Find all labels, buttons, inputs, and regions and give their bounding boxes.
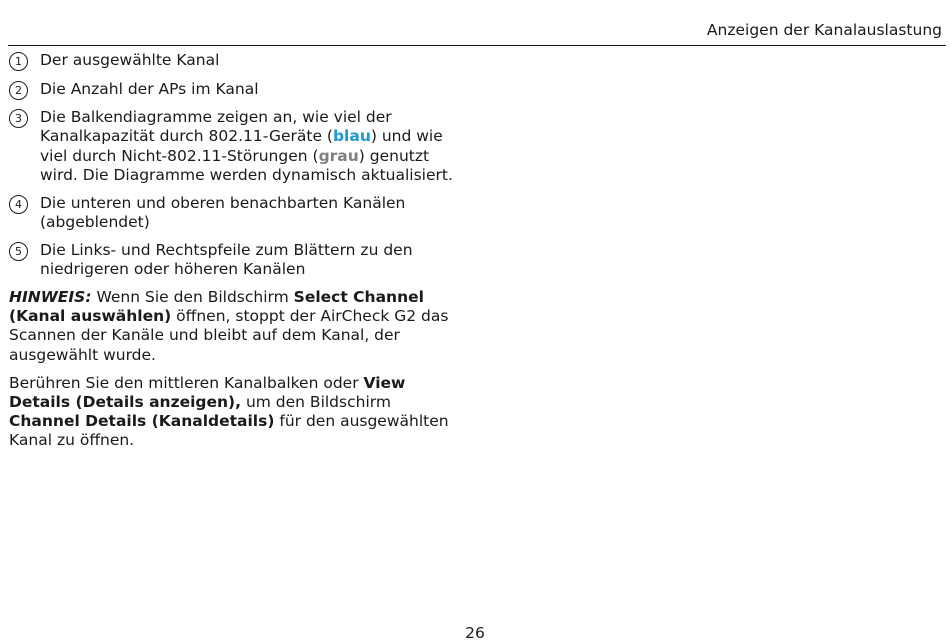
header-rule — [8, 45, 946, 46]
callout-number-3-icon: 3 — [9, 109, 28, 128]
blue-keyword: blau — [332, 127, 371, 146]
page-content — [9, 51, 469, 459]
callout-item-1 — [9, 51, 469, 71]
grey-keyword: grau — [318, 146, 359, 165]
note-paragraph — [9, 288, 459, 365]
note-text-2: öffnen, stoppt der AirCheck G2 das Scannen der Kanäle und bleibt auf dem Kanal, der ausgewählt wurde. — [9, 307, 449, 364]
callout-3-text-start: Die Balkendiagramme zeigen an, wie viel der Kanalkapazität durch 802.11-Geräte ( — [40, 108, 392, 146]
callout-item-2 — [9, 80, 469, 100]
note-bold-select-channel: Select Channel (Kanal auswählen) — [9, 287, 424, 326]
callout-3-text-end: ) genutzt wird. Die Diagramme werden dynamisch aktualisiert. — [40, 146, 453, 184]
running-header-title: Anzeigen der Kanalauslastung — [706, 21, 942, 39]
callout-text-5: Die Links- und Rechtspfeile zum Blättern zu den niedrigeren oder höheren Kanälen — [40, 240, 413, 279]
callout-3-text-middle: ) und wie viel durch Nicht-802.11-Störungen ( — [40, 127, 443, 165]
callout-text-1: Der ausgewählte Kanal — [40, 51, 220, 69]
instruction-bold-view-details: View Details (Details anzeigen), — [9, 373, 406, 411]
instruction-text-3: für den ausgewählten Kanal zu öffnen. — [9, 412, 449, 450]
callout-text-2: Die Anzahl der APs im Kanal — [40, 79, 259, 98]
page-number: 26 — [465, 624, 485, 642]
callout-item-4 — [9, 194, 469, 233]
callout-text-4: Die unteren und oberen benachbarten Kanälen (abgeblendet) — [40, 193, 406, 231]
instruction-paragraph — [9, 374, 459, 451]
instruction-text-1: Berühren Sie den mittleren Kanalbalken oder — [9, 373, 364, 392]
callout-number-2-icon: 2 — [9, 81, 28, 100]
callout-text-3 — [40, 108, 469, 185]
instruction-bold-channel-details: Channel Details (Kanaldetails) — [9, 412, 275, 431]
callout-number-5-icon: 5 — [9, 242, 28, 261]
note-label: HINWEIS: — [9, 287, 92, 306]
callout-item-5 — [9, 241, 469, 280]
instruction-text-2: um den Bildschirm — [241, 392, 391, 411]
callout-number-4-icon: 4 — [9, 195, 28, 214]
callout-number-1-icon: 1 — [9, 52, 28, 71]
note-text-1: Wenn Sie den Bildschirm — [91, 287, 294, 306]
callout-item-3 — [9, 108, 469, 185]
